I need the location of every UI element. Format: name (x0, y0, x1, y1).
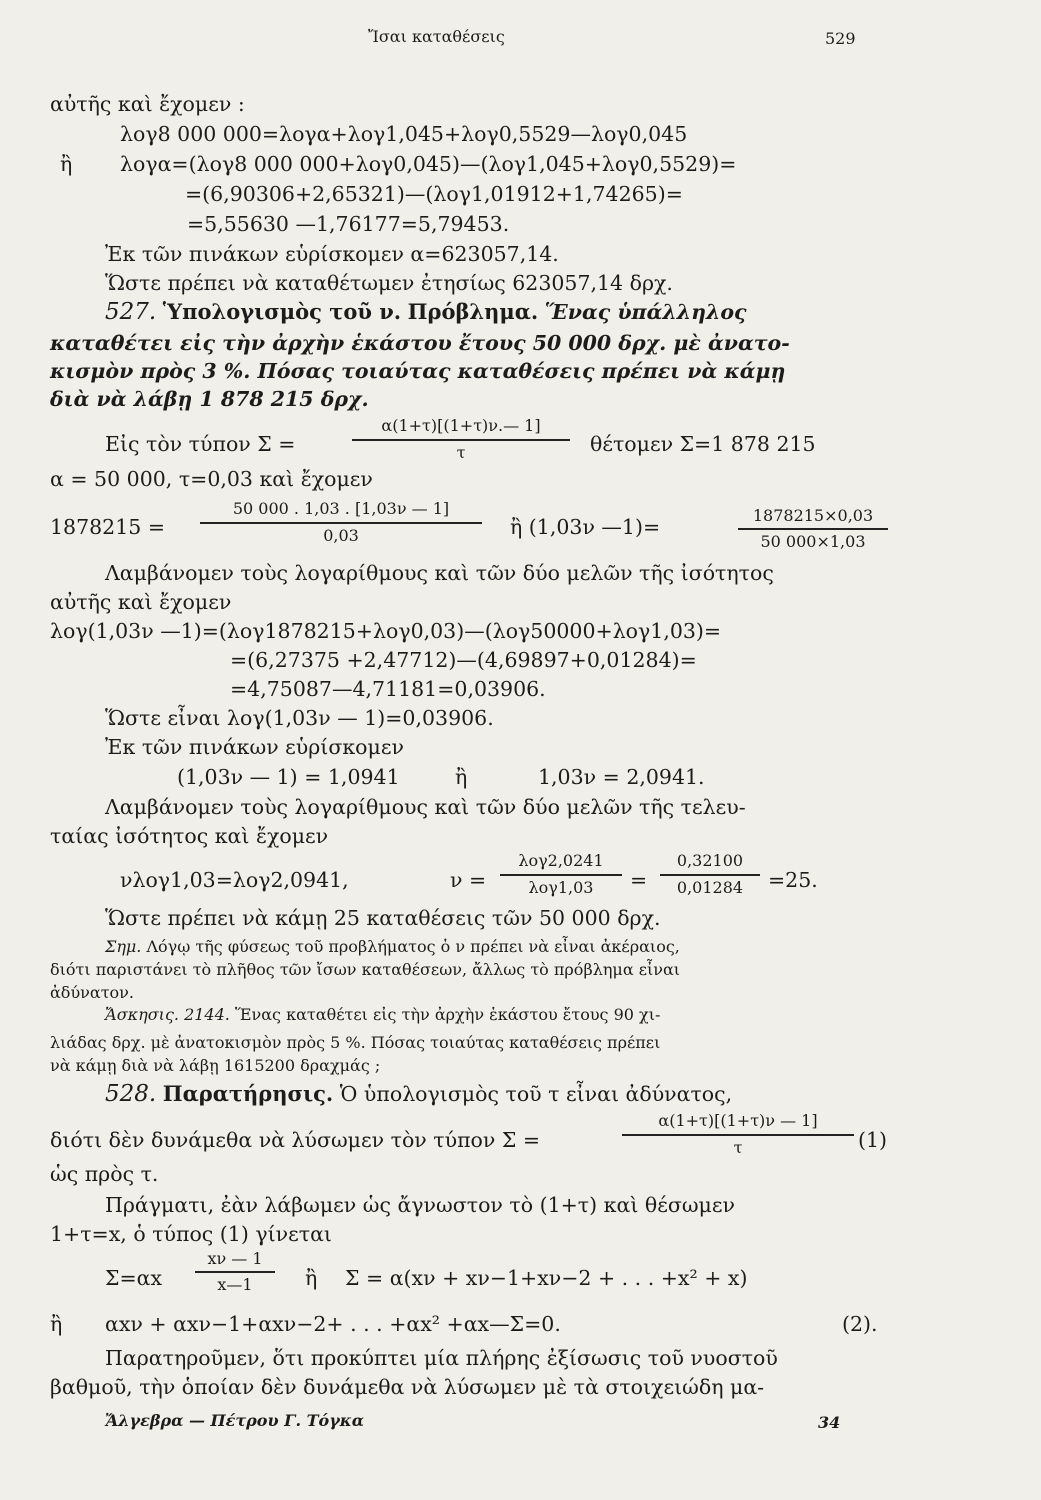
fraction-denominator: λογ1,03 (528, 878, 594, 897)
text-line: ἢ (305, 1266, 318, 1290)
equation-line: 1,03ν = 2,0941. (538, 765, 705, 789)
text-line: ἢ (455, 765, 468, 789)
fraction-numerator: α(1+τ)[(1+τ)ν.— 1] (381, 416, 541, 435)
text-line: Ἐκ τῶν πινάκων εὑρίσκομεν α=623057,14. (105, 242, 559, 266)
problem-text: διὰ νὰ λάβῃ 1 878 215 δρχ. (50, 387, 369, 411)
equation-line: λογ8 000 000=λογα+λογ1,045+λογ0,5529—λογ0,045 (120, 122, 688, 146)
text-line: βαθμοῦ, τὴν ὁποίαν δὲν δυνάμεθα νὰ λύσωμεν μὲ τὰ στοιχειώδη μα- (50, 1375, 765, 1399)
section-528-heading (105, 1082, 732, 1106)
text-line: ἢ (50, 1312, 63, 1336)
text-line: α = 50 000, τ=0,03 καὶ ἔχομεν (50, 467, 373, 491)
fraction-numerator: 0,32100 (676, 851, 744, 870)
text-line: Ὥστε πρέπει νὰ καταθέτωμεν ἐτησίως 623057,14 δρχ. (105, 271, 673, 295)
equation-line: λογ(1,03ν —1)=(λογ1878215+λογ0,03)—(λογ50000+λογ1,03)= (50, 619, 722, 643)
text-line: ὡς πρὸς τ. (50, 1162, 159, 1186)
text-line: 1+τ=x, ὁ τύπος (1) γίνεται (50, 1222, 332, 1246)
fraction-bar (660, 874, 760, 876)
fraction-bar (622, 1134, 854, 1136)
exercise-label: Ἄσκησις. 2144. (105, 1005, 230, 1024)
equation-line: =4,75087—4,71181=0,03906. (230, 677, 546, 701)
equation-line: διότι δὲν δυνάμεθα νὰ λύσωμεν τὸν τύπον Σ = (50, 1128, 541, 1152)
fraction-numerator: 50 000 . 1,03 . [1,03ν — 1] (232, 499, 450, 518)
text-line: Ὥστε εἶναι λογ(1,03ν — 1)=0,03906. (105, 706, 494, 730)
equation-line: Σ=αx (105, 1266, 163, 1290)
fraction-bar (352, 439, 570, 441)
fraction-denominator: 0,01284 (676, 878, 744, 897)
fraction-bar (738, 528, 888, 530)
fraction-denominator: x—1 (217, 1275, 253, 1294)
text-line: ταίας ἰσότητος καὶ ἔχομεν (50, 824, 329, 848)
equation-line: =(6,27375 +2,47712)—(4,69897+0,01284)= (230, 648, 697, 672)
section-number: 528. (105, 1081, 157, 1107)
fraction-numerator: λογ2,0241 (518, 851, 604, 870)
footer-book-title: Ἄλγεβρα — Πέτρου Γ. Τόγκα (105, 1411, 365, 1430)
text-line: Λαμβάνομεν τοὺς λογαρίθμους καὶ τῶν δύο μελῶν τῆς ἰσότητος (105, 561, 774, 585)
text-line: Πράγματι, ἐὰν λάβωμεν ὡς ἄγνωστον τὸ (1+τ) καὶ θέσωμεν (105, 1193, 735, 1217)
fraction-denominator: 50 000×1,03 (760, 532, 866, 551)
equation-line: =(6,90306+2,65321)—(λογ1,01912+1,74265)= (185, 182, 683, 206)
problem-text: καταθέτει εἰς τὴν ἀρχὴν ἑκάστου ἔτους 50 000 δρχ. μὲ ἀνατο- (50, 331, 790, 355)
text-line: θέτομεν Σ=1 878 215 (590, 432, 816, 456)
page-number: 529 (825, 29, 856, 48)
equation-line: (1,03ν — 1) = 1,0941 (177, 765, 400, 789)
note-line: διότι παριστάνει τὸ πλῆθος τῶν ἴσων καταθέσεων, ἄλλως τὸ πρόβλημα εἶναι (50, 960, 681, 979)
note-line (105, 937, 680, 957)
fraction-numerator: xν — 1 (207, 1249, 263, 1268)
fraction-bar (500, 874, 622, 876)
fraction-bar (200, 522, 482, 524)
text-line: Ἐκ τῶν πινάκων εὑρίσκομεν (105, 735, 404, 759)
equation-tag: (2). (842, 1312, 878, 1336)
note-label: Σημ. (105, 937, 142, 956)
equation-line: ν = (450, 868, 487, 892)
text-line: Λαμβάνομεν τοὺς λογαρίθμους καὶ τῶν δύο μελῶν τῆς τελευ- (105, 795, 746, 819)
fraction-numerator: α(1+τ)[(1+τ)ν — 1] (658, 1111, 818, 1130)
section-title: Ὑπολογισμὸς τοῦ ν. (162, 299, 402, 324)
equation-line: ἢ (1,03ν —1)= (510, 515, 661, 539)
section-title: Παρατήρησις. (162, 1081, 334, 1106)
text-line: ἢ (60, 152, 73, 176)
equation-tag: (1) (858, 1128, 888, 1152)
equation-line: λογα=(λογ8 000 000+λογ0,045)—(λογ1,045+λογ0,5529)= (120, 152, 737, 176)
equation-line: =5,55630 —1,76177=5,79453. (187, 212, 510, 236)
text-line: αὐτῆς καὶ ἔχομεν (50, 590, 232, 614)
equation-line: 1878215 = (50, 515, 165, 539)
problem-text: κισμὸν πρὸς 3 %. Πόσας τοιαύτας καταθέσεις πρέπει νὰ κάμῃ (50, 359, 786, 383)
exercise-line: νὰ κάμῃ διὰ νὰ λάβῃ 1615200 δραχμάς ; (50, 1056, 381, 1075)
equation-line: Σ = α(xν + xν−1+xν−2 + . . . +x² + x) (345, 1266, 748, 1290)
section-527-heading (105, 300, 747, 324)
fraction-denominator: 0,03 (323, 526, 359, 545)
problem-label: Πρόβλημα. (407, 299, 539, 324)
text-line: Παρατηροῦμεν, ὅτι προκύπτει μία πλήρης ἐξίσωσις τοῦ νυοστοῦ (105, 1346, 778, 1370)
note-text: Λόγῳ τῆς φύσεως τοῦ προβλήματος ὁ ν πρέπει νὰ εἶναι ἀκέραιος, (146, 937, 680, 956)
text-line: αὐτῆς καὶ ἔχομεν : (50, 92, 245, 116)
running-header: Ἴσαι καταθέσεις (368, 27, 505, 46)
fraction-denominator: τ (456, 443, 466, 462)
problem-text: Ἕνας ὑπάλληλος (544, 300, 747, 324)
footer-signature: 34 (818, 1413, 841, 1432)
text-line: Ὥστε πρέπει νὰ κάμῃ 25 καταθέσεις τῶν 50 000 δρχ. (105, 906, 661, 930)
equation-line: αxν + αxν−1+αxν−2+ . . . +αx² +αx—Σ=0. (105, 1312, 561, 1336)
exercise-line (105, 1005, 660, 1025)
section-text: Ὁ ὑπολογισμὸς τοῦ τ εἶναι ἀδύνατος, (339, 1082, 733, 1106)
text-line: Εἰς τὸν τύπον Σ = (105, 432, 296, 456)
fraction-denominator: τ (733, 1138, 743, 1157)
exercise-text: Ἕνας καταθέτει εἰς τὴν ἀρχὴν ἑκάστου ἔτους 90 χι- (234, 1005, 661, 1024)
section-number: 527. (105, 299, 157, 325)
note-line: ἀδύνατον. (50, 983, 134, 1002)
equation-line: =25. (768, 868, 818, 892)
fraction-bar (195, 1271, 275, 1273)
equation-line: νλογ1,03=λογ2,0941, (120, 868, 349, 892)
fraction-numerator: 1878215×0,03 (752, 506, 874, 525)
exercise-line: λιάδας δρχ. μὲ ἀνατοκισμὸν πρὸς 5 %. Πόσας τοιαύτας καταθέσεις πρέπει (50, 1033, 661, 1052)
equation-line: = (630, 868, 648, 892)
